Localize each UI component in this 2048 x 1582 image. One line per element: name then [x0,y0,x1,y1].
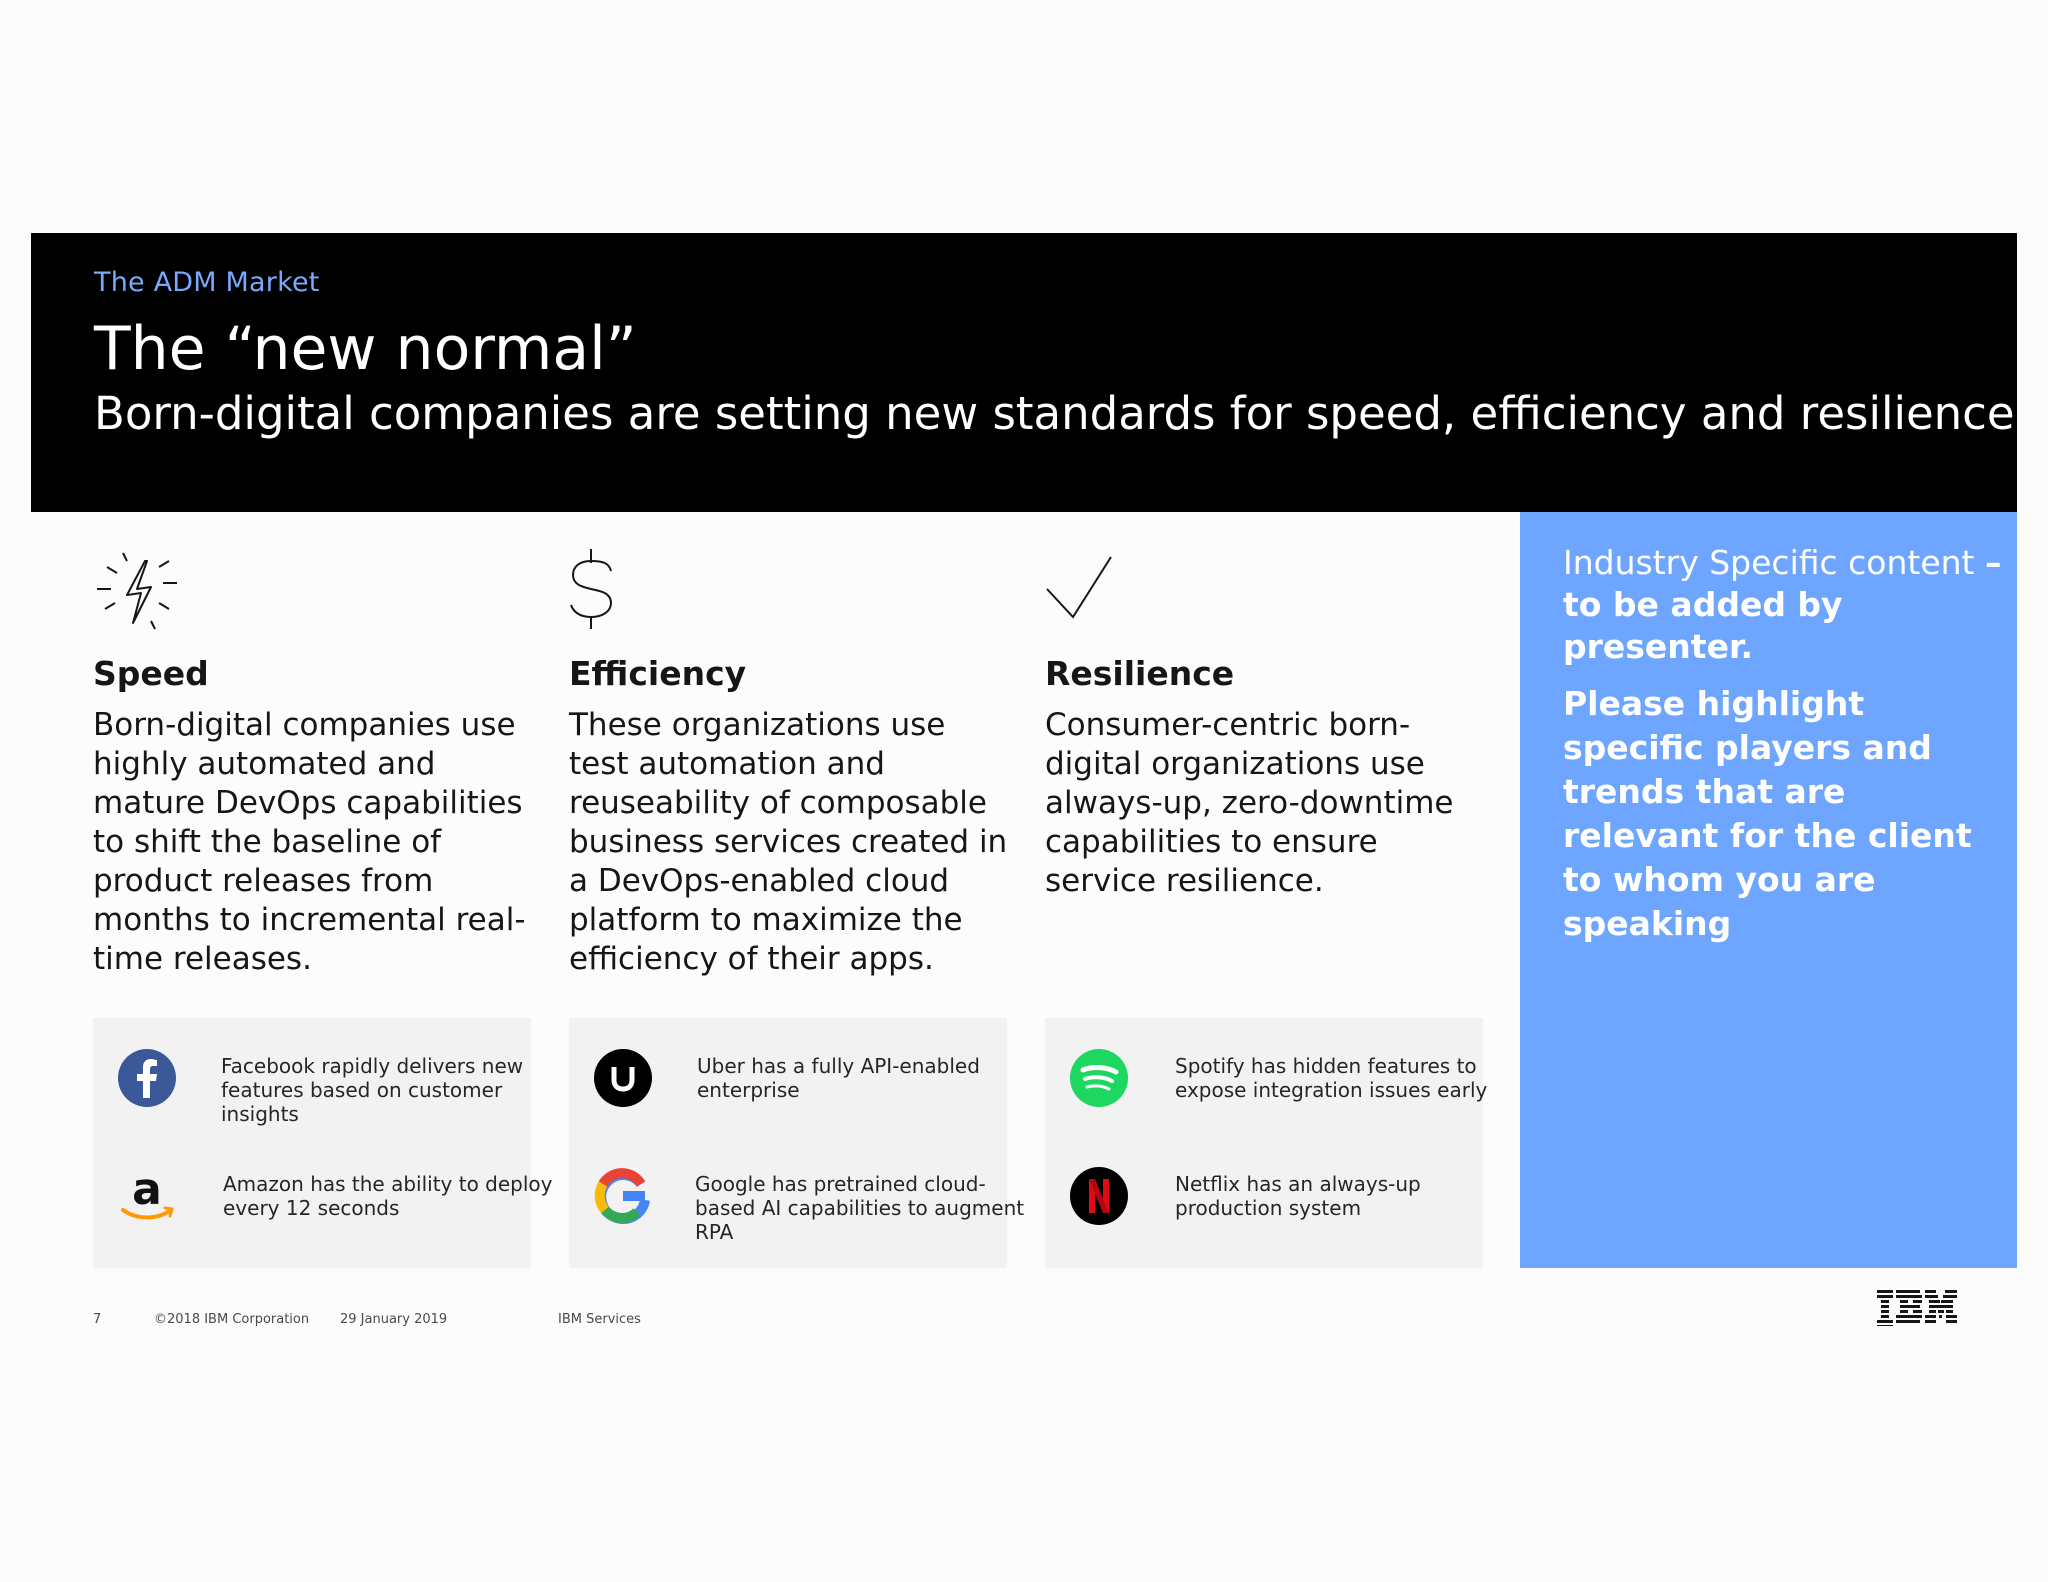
callout-line1-bold: – to be added by presenter. [1563,543,2002,666]
section-eyebrow: The ADM Market [94,267,320,298]
example-item [1069,1172,1505,1226]
netflix-logo-icon [1069,1166,1129,1226]
resilience-description: Consumer-centric born-digital organizations use always-up, zero-downtime capabilities to ensure service resilience. [1045,707,1454,899]
svg-text:a: a [132,1166,162,1215]
slide-title: The “new normal” [94,314,637,384]
spotify-logo-icon [1069,1048,1129,1108]
example-item [117,1166,553,1226]
checkmark-icon [1045,545,1485,635]
facebook-example-text: Facebook rapidly delivers new features based on customer insights [221,1054,524,1126]
lightning-bolt-icon [93,545,533,635]
dollar-icon [569,545,1009,635]
resilience-examples-box [1045,1018,1488,1268]
google-example-text: Google has pretrained cloud-based AI capabilities to augment RPA [695,1172,1025,1244]
footer-date: 29 January 2019 [340,1312,448,1327]
callout-intro [1563,542,2003,668]
google-logo-icon [593,1166,653,1226]
slide-subtitle: Born-digital companies are setting new standards for speed, efficiency and resilience [94,387,2015,440]
title-banner [31,233,2017,512]
spotify-example-text: Spotify has hidden features to expose integration issues early [1175,1054,1488,1102]
page-number: 7 [93,1312,102,1327]
example-item [1069,1054,1505,1108]
amazon-example-text: Amazon has the ability to deploy every 12 seconds [223,1172,553,1220]
speed-heading: Speed [93,654,209,693]
resilience-column [1045,545,1485,901]
efficiency-column [569,545,1009,979]
ibm-logo-icon [1877,1290,1957,1326]
speed-examples-box [93,1018,553,1268]
speed-description: Born-digital companies use highly automated and mature DevOps capabilities to shift the baseline of product releases from months to incremental real-time releases. [93,707,526,977]
efficiency-description: These organizations use test automation and reuseability of composable business services created in a DevOps-enabled cloud platform to maximize the efficiency of their apps. [569,707,1008,977]
resilience-heading: Resilience [1045,654,1235,693]
example-item [593,1172,1025,1244]
presenter-callout [1520,512,2017,1268]
efficiency-examples-box [569,1018,1025,1268]
uber-logo-icon [593,1048,653,1108]
speed-column [93,545,533,979]
footer-unit: IBM Services [558,1312,641,1327]
uber-example-text: Uber has a fully API-enabled enterprise [697,1054,980,1102]
example-item [117,1054,551,1126]
efficiency-heading: Efficiency [569,654,747,693]
callout-line1: Industry Specific content [1563,543,1975,582]
callout-instructions: Please highlight specific players and trends that are relevant for the client to whom you are speaking [1563,684,1972,943]
facebook-logo-icon [117,1048,177,1108]
netflix-example-text: Netflix has an always-up production system [1175,1172,1421,1220]
amazon-logo-icon [117,1166,177,1226]
example-item [593,1054,1027,1108]
copyright: ©2018 IBM Corporation [154,1312,310,1327]
